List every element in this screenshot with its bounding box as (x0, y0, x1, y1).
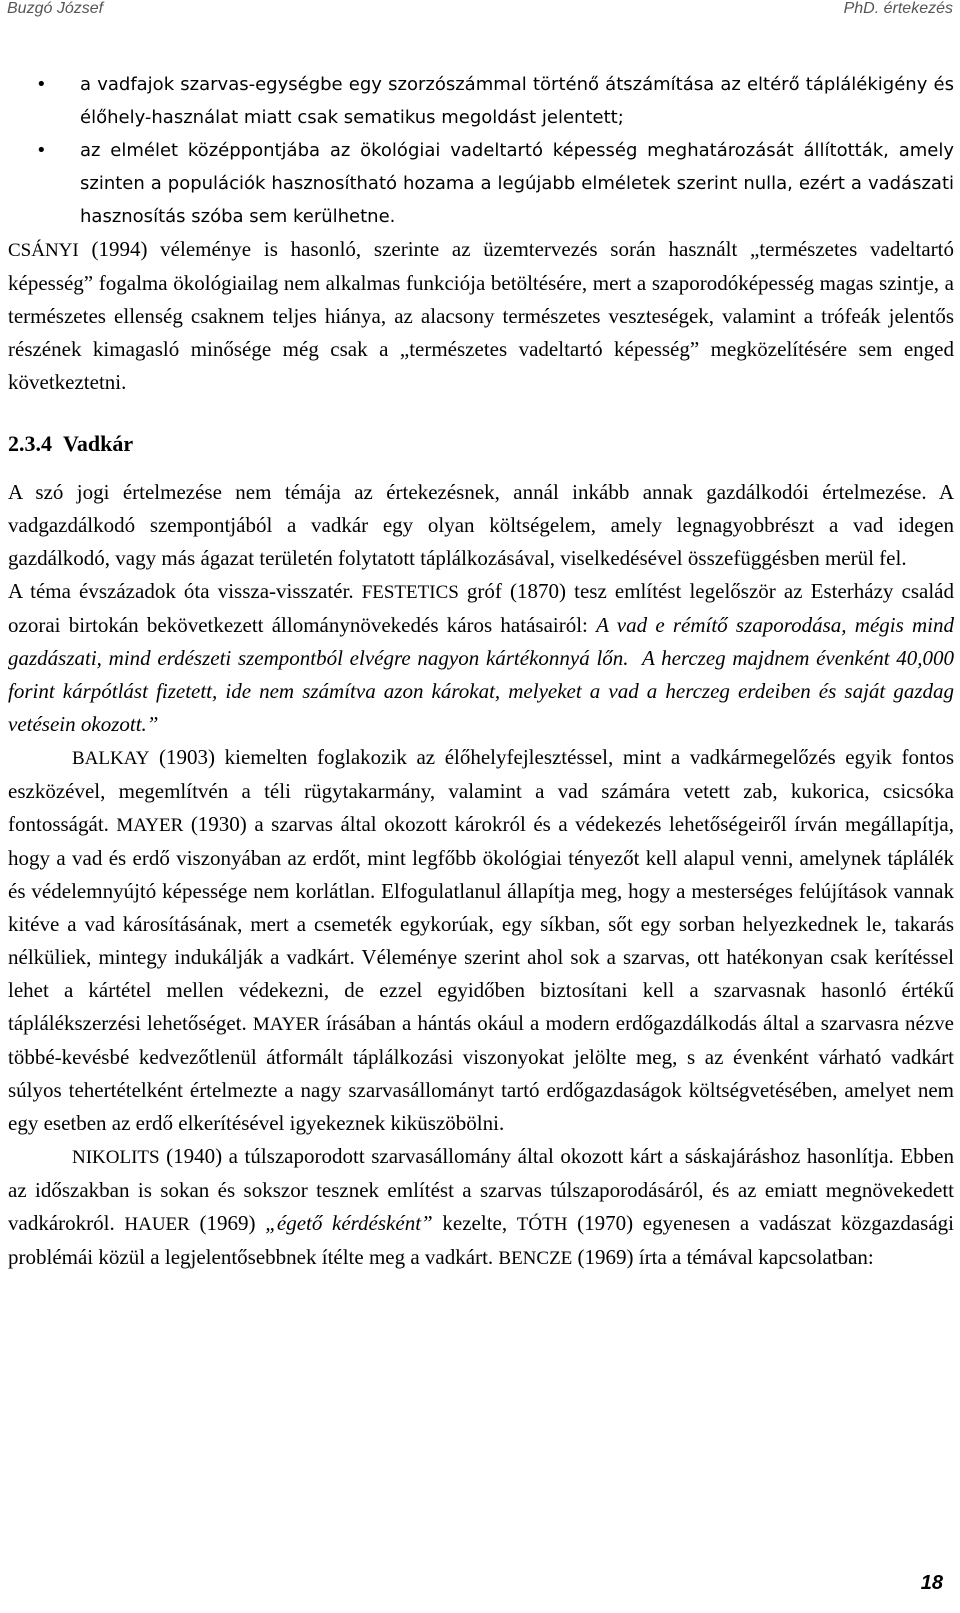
paragraph-vadkar: A szó jogi értelmezése nem témája az értekezésnek, annál inkább annak gazdálkodói értelmezése. A vadgazdálkodó szempontjából a vadkár egy olyan költségelem, amely legnagyobbrészt a vad idegen gazdálkodó, vagy más ágazat területén folytatott táplálkozásával, viselkedésével összefüggésben merül fel. (8, 480, 954, 570)
header-author: Buzgó József (7, 0, 104, 17)
quote: „égető kérdésként” (265, 1211, 433, 1235)
header-doc-type: PhD. értekezés (843, 0, 953, 17)
paragraph-festetics: A téma évszázadok óta vissza-visszatér. FESTETICS gróf (1870) tesz említést legelőször az Esterházy család ozorai birtokán bekövetkezett állománynövekedés káros hatásairól: A vad e rémítő szaporodása, mégis mind gazdászati, mind erdészeti szempontból elvégre nagyon kártékonnyá lőn. A herczeg majdnem évenként 40,000 forint kárpótlást fizetett, ide nem számítva azon károkat, melyeket a vad a herczeg erdeiben és saját gazdag vetésein okozott.” (8, 579, 955, 736)
author-name: HAUER (124, 1214, 190, 1235)
list-item: • a vadfajok szarvas-egységbe egy szorzószámmal történő átszámítása az eltérő táplálékigény és élőhely-használat miatt csak sematikus megoldást jelentett; (8, 68, 954, 134)
author-name: BALKAY (72, 748, 150, 769)
page-header (0, 0, 960, 26)
author-name: BENCZE (498, 1248, 573, 1269)
paragraph-csanyi: CSÁNYI (1994) véleménye is hasonló, szerinte az üzemtervezés során használt „természetes vadeltartó képesség” fogalma ökológiailag nem alkalmas funkciója betöltésére, mert a szaporodóképesség magas szintje, a természetes ellenség csaknem teljes hiánya, az alacsony természetes veszteségek, valamint a trófeák jelentős részének kimagasló minősége még csak a „természetes vadeltartó képesség” megközelítésére sem enged következtetni. (8, 237, 954, 394)
page-body (8, 68, 954, 1275)
author-name: CSÁNYI (8, 240, 79, 261)
list-item: • az elmélet középpontjába az ökológiai vadeltartó képesség meghatározását állították, amely szinten a populációk hasznosítható hozama a legújabb elméletek szerint nulla, ezért a vadászati hasznosítás szóba sem kerülhetne. (8, 134, 954, 233)
paragraph-balkay: BALKAY (1903) kiemelten foglakozik az élőhelyfejlesztéssel, mint a vadkármegelőzés egyik fontos eszközével, megemlítvén a téli rügytakarmány, valamint a vad számára vetett zab, kukorica, csicsóka fontosságát. MAYER (1930) a szarvas által okozott károkról és a védekezés lehetőségeiről írván megállapítja, hogy a vad és erdő viszonyában az erdőt, mint legfőbb ökológiai tényezőt kell alapul venni, amelynek táplálék és védelemnyújtó képessége nem korlátlan. Elfogulatlanul állapítja meg, hogy a mesterséges felújítások vannak kitéve a vad károsításának, mert a csemeték egykorúak, egy síkban, sőt egy sorban helyezkednek le, takarás nélküliek, mintegy indukálják a vadkárt. Véleménye szerint ahol sok a szarvas, ott hatékonyan csak kerítéssel lehet a kártétel mellen védekezni, de ezzel egyidőben biztosítani kell a szarvasnak hasonló értékű táplálékszerzési lehetőséget. MAYER írásában a hántás okául a modern erdőgazdálkodás által a szarvasra nézve többé-kevésbé kedvezőtlenül átformált táplálkozási viszonyokat jelölte meg, s az évenként várható vadkárt súlyos tehertételként értelmezte a nagy szarvasállományt tartó erdőgazdaságok költségvetésében, amelyet nem egy esetben az erdő elkerítésével igyekeznek kiküszöbölni. (8, 745, 954, 1135)
bullet-list (8, 68, 954, 233)
author-name: MAYER (252, 1014, 320, 1035)
author-name: FESTETICS (361, 582, 459, 603)
author-name: NIKOLITS (72, 1147, 160, 1168)
quote: A herczeg majdnem évenként 40,000 forint kárpótlást fizetett, ide nem számítva azon károkat, melyeket a vad a herczeg erdeiben és saját gazdag vetésein okozott.” (8, 646, 955, 736)
bullet-icon: • (36, 74, 47, 95)
page-number: 18 (920, 1572, 943, 1594)
quote: A vad e rémítő szaporodása, mégis mind gazdászati, mind erdészeti szempontból elvégre nagyon kártékonnyá lőn. (8, 613, 954, 670)
author-name: TÓTH (516, 1214, 568, 1235)
bullet-icon: • (36, 140, 47, 161)
paragraph-nikolits: NIKOLITS (1940) a túlszaporodott szarvasállomány által okozott kárt a sáskajáráshoz hasonlítja. Ebben az időszakban is sokan és sokszor tesznek említést a szarvas túlszaporodásáról, és az emiatt megnövekedett vadkárokról. HAUER (1969) „égető kérdésként” kezelte, TÓTH (1970) egyenesen a vadászat közgazdasági problémái közül a legjelentősebbnek ítélte meg a vadkárt. BENCZE (1969) írta a témával kapcsolatban: (8, 1144, 954, 1269)
section-heading: 2.3.4 Vadkár (8, 431, 134, 456)
author-name: MAYER (116, 815, 184, 836)
